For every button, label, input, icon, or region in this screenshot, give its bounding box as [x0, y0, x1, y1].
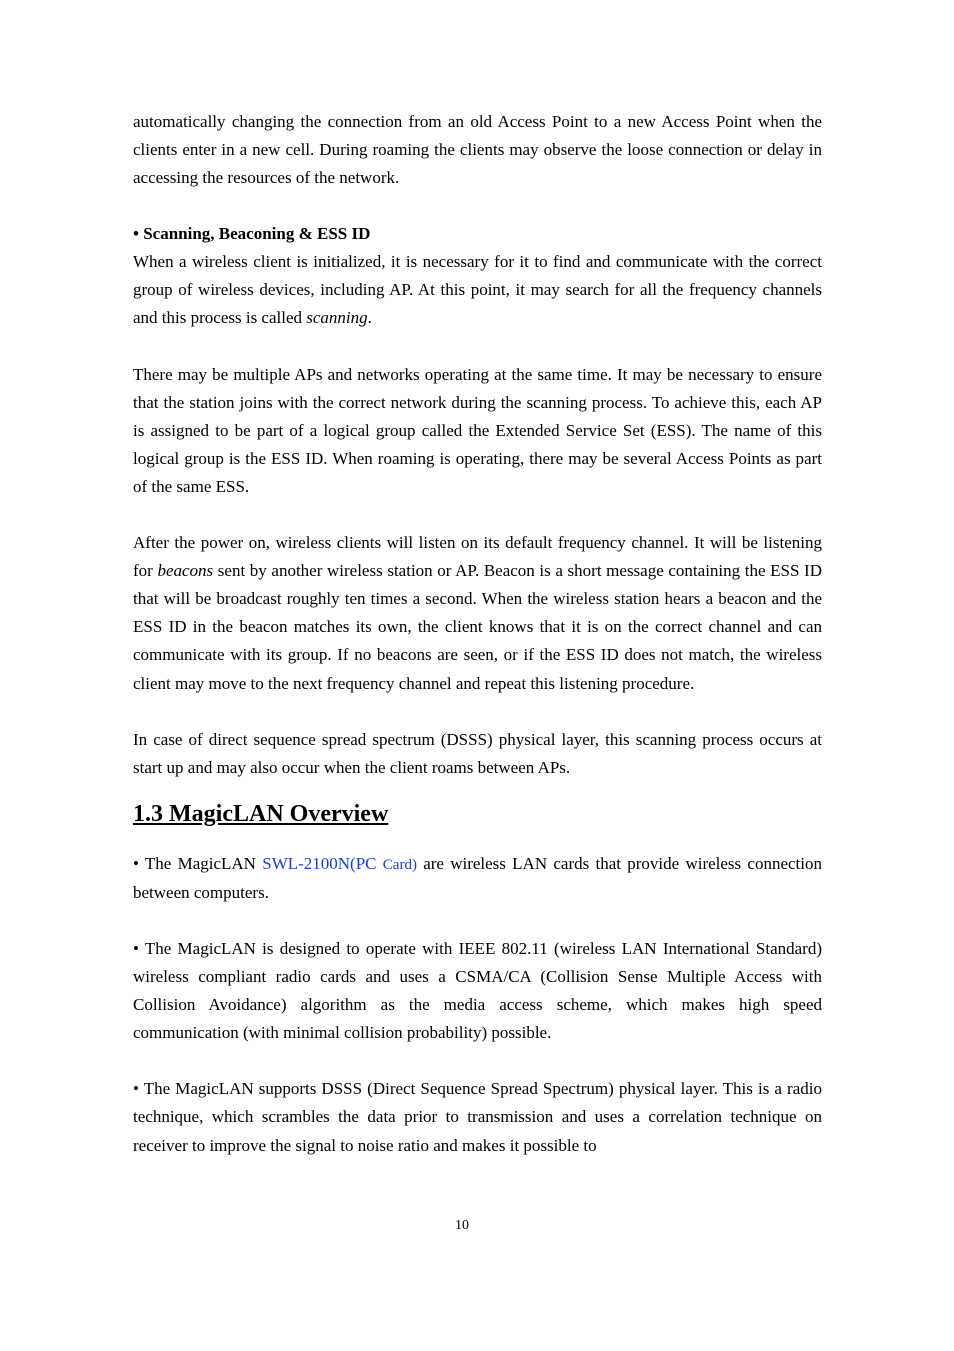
paragraph-roaming: automatically changing the connection from an old Access Point to a new Access Point when the clients enter in a new cell. During roaming the clients may observe the loose connection or delay in accessing the resources of the network.: [133, 112, 822, 188]
page-footer: [0, 1218, 954, 1234]
bullet-dsss: • The MagicLAN supports DSSS (Direct Sequence Spread Spectrum) physical layer. This is a radio technique, which scrambles the data prior to transmission and uses a correlation technique on receiver to improve the signal to noise ratio and makes it possible to: [133, 1079, 822, 1155]
page-number: 10: [455, 1218, 469, 1233]
bullet-cards: • The MagicLAN SWL-2100N(PC Card) are wireless LAN cards that provide wireless connection between computers.: [133, 853, 822, 902]
product-type: Card): [382, 856, 417, 873]
paragraph-scanning: When a wireless client is initialized, it is necessary for it to find and communicate with the correct group of wireless devices, including AP. At this point, it may search for all the frequency channels and this process is called scanning.: [133, 252, 822, 328]
product-model: SWL-2100N(PC: [262, 853, 383, 873]
italic-scanning: scanning: [306, 308, 368, 328]
section-title: 1.3 MagicLAN Overview: [133, 800, 389, 827]
scanning-heading: • Scanning, Beaconing & ESS ID: [133, 224, 371, 244]
italic-beacons: beacons: [157, 561, 214, 581]
paragraph-dsss: In case of direct sequence spread spectrum (DSSS) physical layer, this scanning process occurs at start up and may also occur when the client roams between APs.: [133, 729, 822, 777]
bullet-ieee: • The MagicLAN is designed to operate with IEEE 802.11 (wireless LAN International Standard) wireless compliant radio cards and uses a CSMA/CA (Collision Sense Multiple Access with Collision Avoidance) algorithm as the media access scheme, which makes high speed communication (with minimal collision probability) possible.: [133, 938, 822, 1043]
paragraph-ess: There may be multiple APs and networks operating at the same time. It may be necessary to ensure that the station joins with the correct network during the scanning process. To achieve this, each AP is assigned to be part of a logical group called the Extended Service Set (ESS). The name of this logical group is the ESS ID. When roaming is operating, there may be several Access Points as part of the same ESS.: [133, 364, 822, 496]
document-page: [133, 108, 822, 1160]
paragraph-beacons: After the power on, wireless clients will listen on its default frequency channel. It will be listening for beacons sent by another wireless station or AP. Beacon is a short message containing the ESS ID that will be broadcast roughly ten times a second. When the wireless station hears a beacon and the ESS ID in the beacon matches its own, the client knows that it is on the correct channel and can communicate with its group. If no beacons are seen, or if the ESS ID does not match, the wireless client may move to the next frequency channel and repeat this listening procedure.: [133, 533, 822, 693]
